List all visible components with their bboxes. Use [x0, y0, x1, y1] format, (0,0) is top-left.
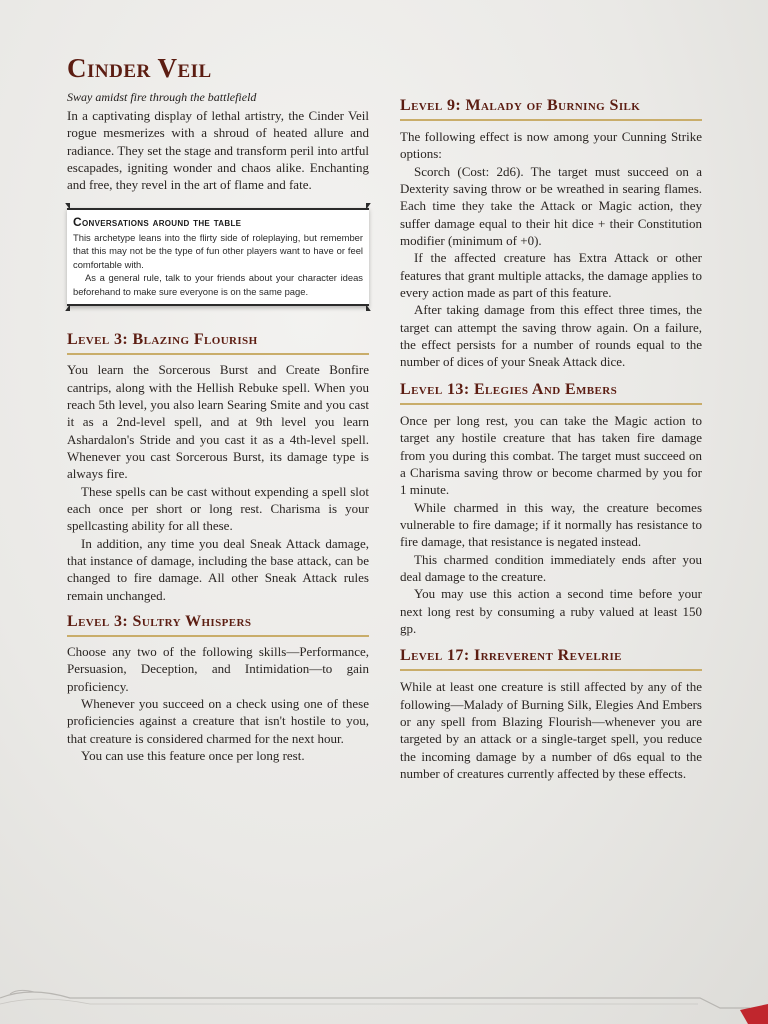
footer-ornament [0, 964, 768, 1024]
section-paragraph: You learn the Sorcerous Burst and Create Bonfire cantrips, along with the Hellish Rebuke spell. When you reach 5th level, you also learn Searing Smite and you cast it as a 2nd-level spell, and at 9th level you learn Ashardalon's Stride and you cast it as a 4th-level spell. Whenever you cast Sorcerous Burst, its damage type is always fire. [67, 362, 369, 482]
section-heading-blazing-flourish: Level 3: Blazing Flourish [67, 330, 369, 355]
section-paragraph: If the affected creature has Extra Attack or other features that grant multiple attacks, the damage applies to every action made as part of this feature. [400, 250, 702, 301]
sidebar-paragraph: As a general rule, talk to your friends about your character ideas beforehand to make sure everyone is on the same page. [73, 272, 363, 297]
section-paragraph: While at least one creature is still affected by any of the following—Malady of Burning Silk, Elegies And Embers or any spell from Blazing Flourish—whenever you are targeted by an attack or a single-target spell, you reduce the incoming damage by a number of d6s equal to the number of creatures currently affected by these effects. [400, 679, 702, 781]
section-paragraph: These spells can be cast without expending a spell slot each once per short or long rest. Charisma is your spellcasting ability for all these. [67, 483, 369, 534]
corner-accent-red [740, 1004, 768, 1024]
section-paragraph: After taking damage from this effect three times, the target can attempt the saving throw again. On a failure, the effect persists for a number of rounds equal to the number of dices of your Sneak Attack dice. [400, 302, 702, 370]
section-paragraph: Whenever you succeed on a check using one of these proficiencies against a creature that isn't hostile to you, that creature is considered charmed for the next hour. [67, 696, 369, 746]
right-column [400, 96, 702, 782]
section-paragraph: Choose any two of the following skills—Performance, Persuasion, Deception, and Intimidation—to gain proficiency. [67, 644, 369, 694]
section-paragraph: This charmed condition immediately ends after you deal damage to the creature. [400, 551, 702, 584]
section-paragraph: In addition, any time you deal Sneak Attack damage, that instance of damage, including the base attack, can be changed to fire damage. All other Sneak Attack rules remain unchanged. [67, 535, 369, 603]
left-column [67, 52, 369, 764]
section-paragraph: You may use this action a second time before your next long rest by consuming a ruby valued at least 150 gp. [400, 586, 702, 636]
sidebar-box [67, 208, 369, 307]
section-paragraph: The following effect is now among your Cunning Strike options: [400, 129, 702, 162]
section-heading-sultry-whispers: Level 3: Sultry Whispers [67, 612, 369, 637]
section-paragraph: While charmed in this way, the creature becomes vulnerable to fire damage; if it normally has resistance to fire damage, that resistance is negated instead. [400, 499, 702, 550]
section-paragraph: Scorch (Cost: 2d6). The target must succeed on a Dexterity saving throw or be wreathed in searing flames. Each time they take the Attack or Magic action, they suffer damage equal to their hit dice + their Constitution modifier (minimum of +0). [400, 163, 702, 249]
intro-paragraph: In a captivating display of lethal artistry, the Cinder Veil rogue mesmerizes with a shroud of heated allure and radiance. They set the stage and transform peril into artful escapades, igniting wonder and chaos alike. Enchanting and free, they revel in the art of flame and fate. [67, 108, 369, 193]
sidebar-paragraph: This archetype leans into the flirty side of roleplaying, but remember that this may not be the type of fun other players want to have or feel comfortable with. [73, 231, 363, 270]
page-title: Cinder Veil [67, 53, 212, 83]
section-paragraph: Once per long rest, you can take the Magic action to target any hostile creature that has taken fire damage from you during this combat. The target must succeed on a Charisma saving throw or become charmed by you for 1 minute. [400, 412, 702, 498]
section-heading-elegies: Level 13: Elegies And Embers [400, 380, 702, 405]
sidebar-title: Conversations around the table [73, 214, 242, 229]
section-heading-irreverent: Level 17: Irreverent Revelrie [400, 646, 702, 671]
section-paragraph: You can use this feature once per long rest. [81, 748, 305, 764]
page-subtitle: Sway amidst fire through the battlefield [67, 90, 257, 104]
section-heading-malady: Level 9: Malady of Burning Silk [400, 96, 702, 121]
